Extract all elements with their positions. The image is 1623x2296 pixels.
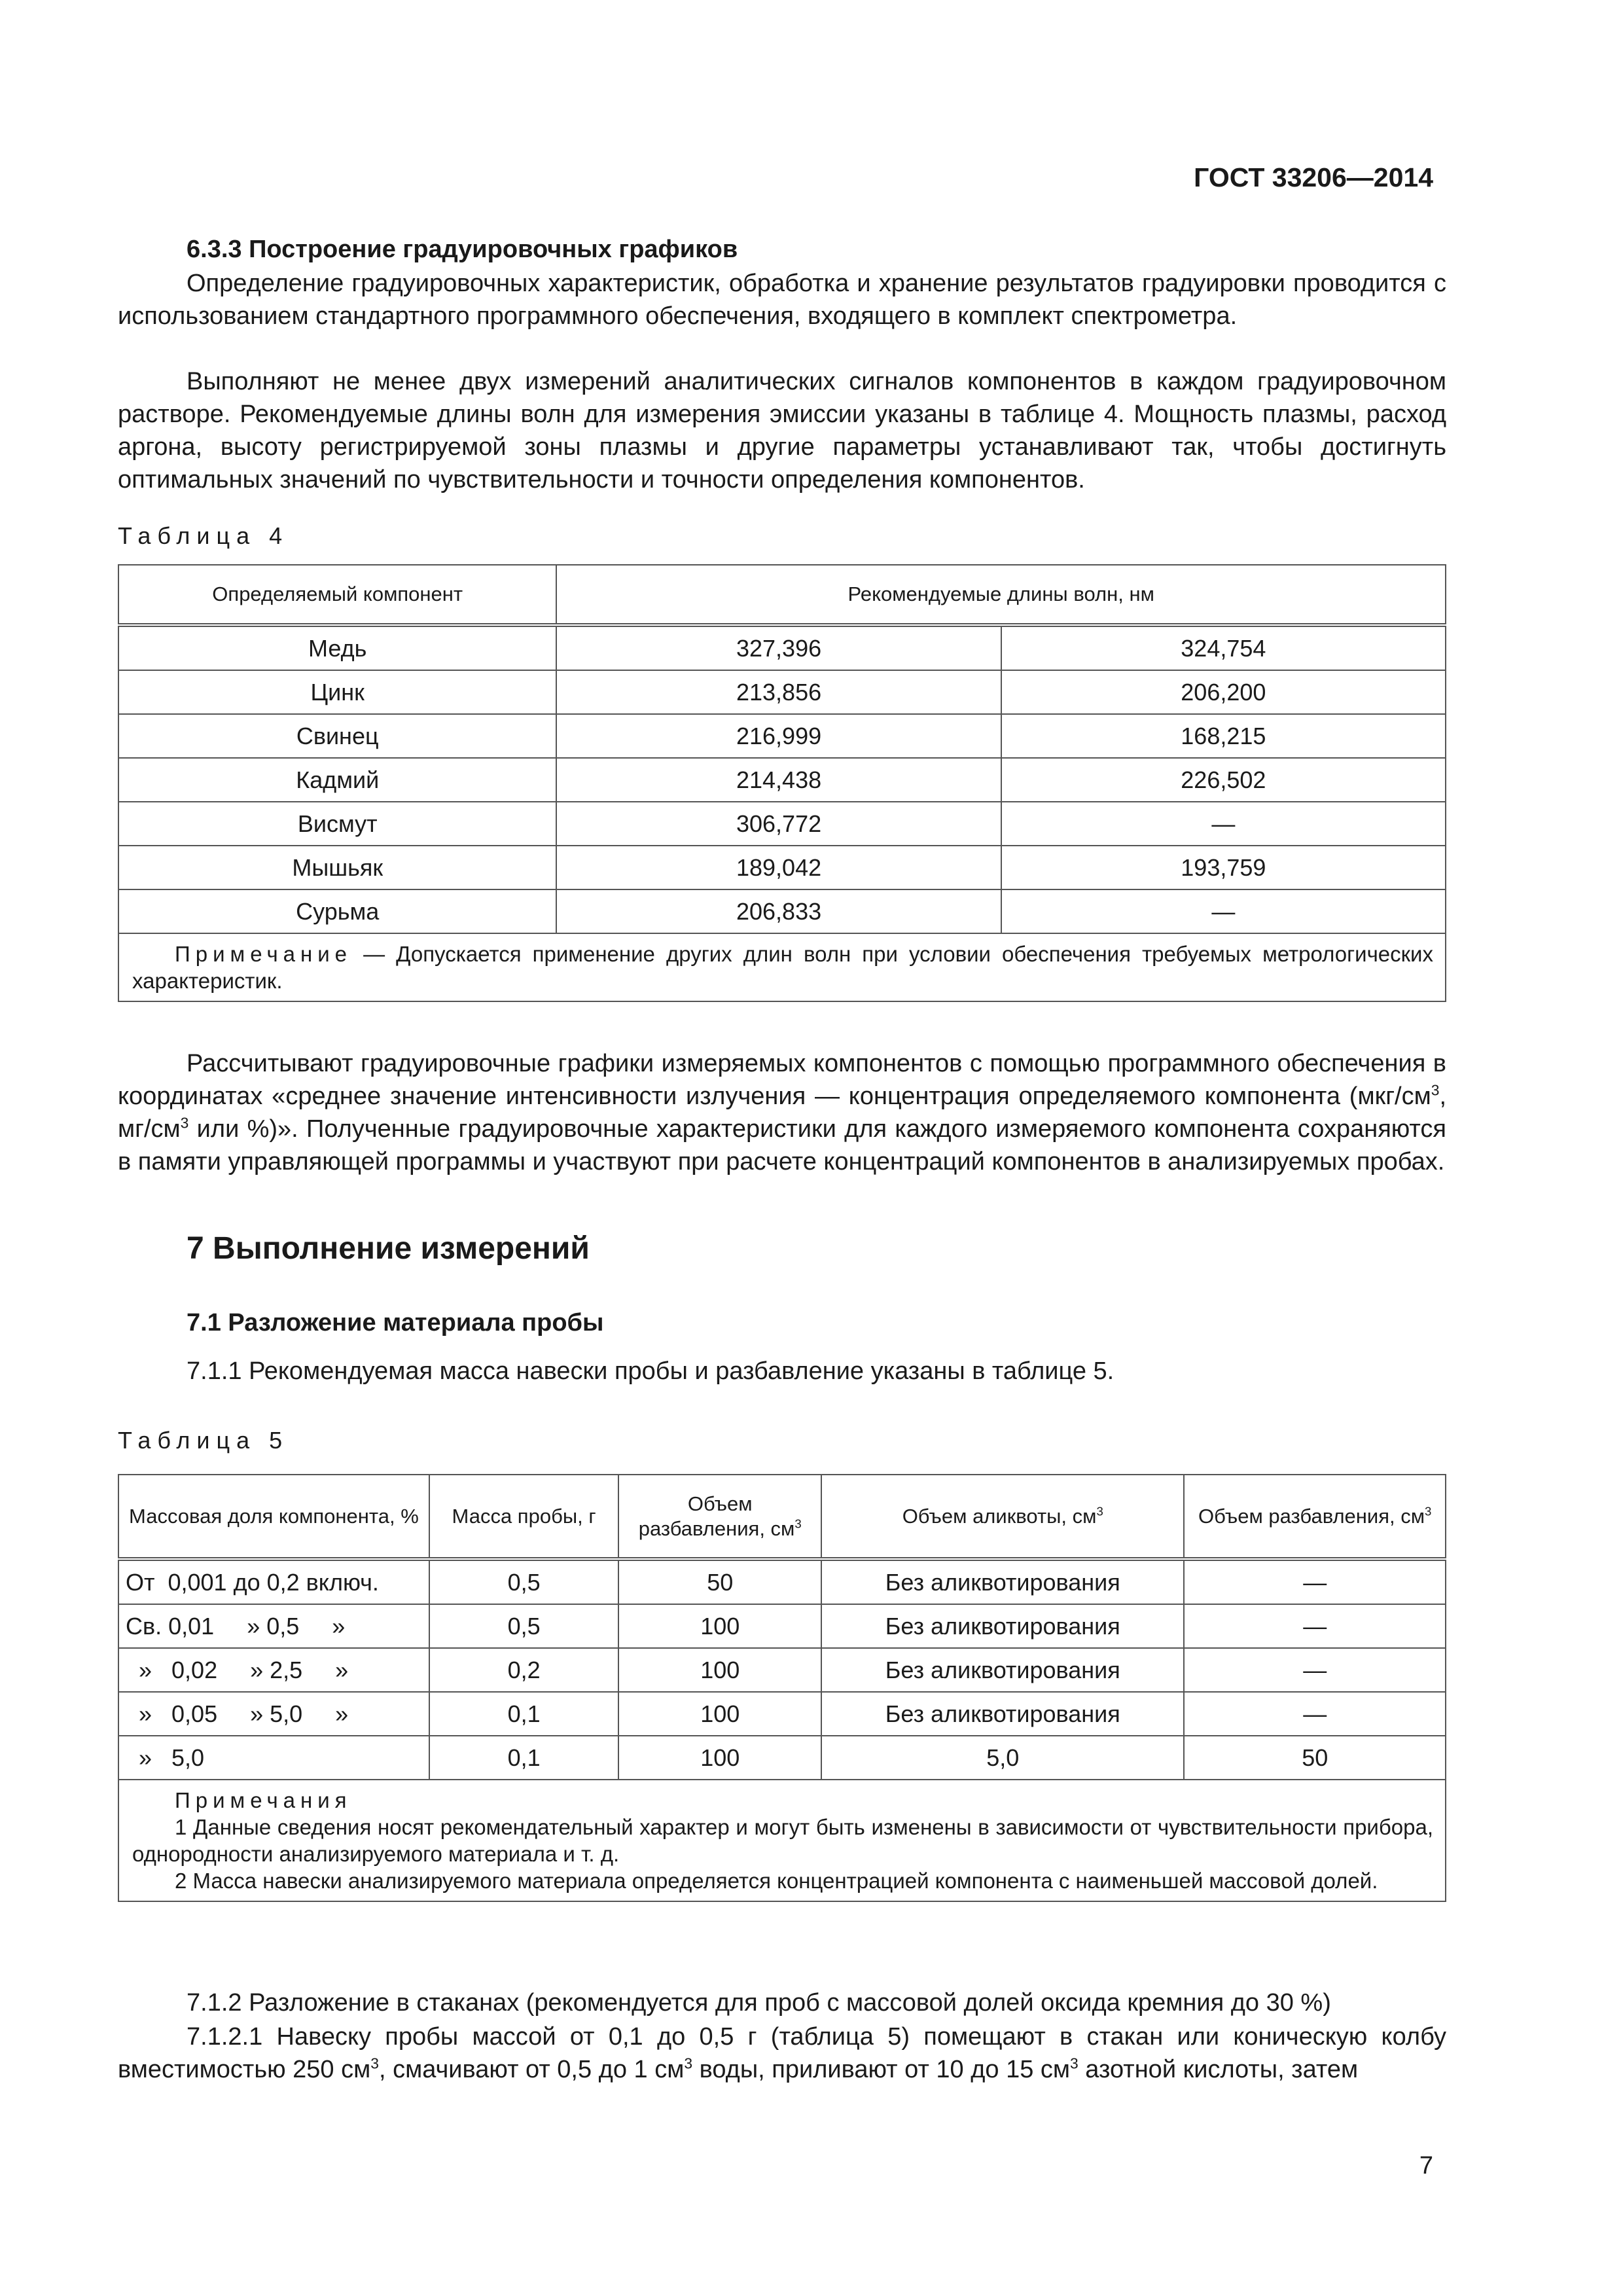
table-5-header-sample-mass: Масса пробы, г: [429, 1475, 619, 1559]
table-cell: 324,754: [1001, 625, 1446, 670]
table-cell: 193,759: [1001, 846, 1446, 889]
table-cell: —: [1184, 1604, 1446, 1648]
table-row: [118, 802, 1446, 846]
table-cell: —: [1001, 802, 1446, 846]
table-cell: Без аликвотирования: [821, 1692, 1184, 1736]
table-cell: Св. 0,01 » 0,5 »: [118, 1604, 429, 1648]
table-cell: Медь: [118, 625, 556, 670]
table-cell: 216,999: [556, 714, 1001, 758]
table-5-header-mass-fraction: Массовая доля компонента, %: [118, 1475, 429, 1559]
table-row: [118, 1692, 1446, 1736]
table-4-caption: Таблица 4: [118, 522, 289, 549]
table-4: [118, 564, 1446, 1002]
table-cell: От 0,001 до 0,2 включ.: [118, 1559, 429, 1604]
note-2: 2 Масса навески анализируемого материала определяется концентрацией компонента с наименьшей массовой долей.: [175, 1869, 1378, 1893]
table-row: [118, 1648, 1446, 1692]
table-cell: 100: [618, 1736, 821, 1780]
table-cell: 189,042: [556, 846, 1001, 889]
section-heading-7-1: 7.1 Разложение материала пробы: [187, 1309, 604, 1336]
table-cell: 206,200: [1001, 670, 1446, 714]
table-cell: » 5,0: [118, 1736, 429, 1780]
table-row: [118, 758, 1446, 802]
table-cell: Без аликвотирования: [821, 1559, 1184, 1604]
table-4-header-component: Определяемый компонент: [118, 565, 556, 625]
table-cell: 50: [618, 1559, 821, 1604]
notes-label: Примечания: [175, 1788, 352, 1812]
table-cell: 100: [618, 1604, 821, 1648]
table-row: [118, 670, 1446, 714]
table-cell: 0,5: [429, 1559, 619, 1604]
table-cell: 306,772: [556, 802, 1001, 846]
page-number: 7: [1419, 2152, 1433, 2179]
table-cell: 100: [618, 1648, 821, 1692]
table-cell: —: [1184, 1692, 1446, 1736]
table-row: [118, 1736, 1446, 1780]
table-cell: Свинец: [118, 714, 556, 758]
table-cell: 206,833: [556, 889, 1001, 933]
table-cell: Висмут: [118, 802, 556, 846]
table-row: [118, 889, 1446, 933]
table-cell: 5,0: [821, 1736, 1184, 1780]
table-cell: 100: [618, 1692, 821, 1736]
note-1: 1 Данные сведения носят рекомендательный характер и могут быть изменены в зависимости от чувствительности прибора, однородности анализируемого материала и т. д.: [132, 1815, 1433, 1866]
paragraph-calibration-graphs: Рассчитывают градуировочные графики измеряемых компонентов с помощью программного обеспечения в координатах «среднее значение интенсивности излучения — концентрация определяемого компонента ($мкг/см^3$, $мг/см^3$ или %)». Полученные градуировочные характеристики для каждого измеряемого компонента сохраняются в памяти управляющей программы и участвуют при расчете концентраций компонентов в анализируемых пробах.: [118, 1050, 1446, 1175]
table-cell: » 0,05 » 5,0 »: [118, 1692, 429, 1736]
table-4-note-row: [118, 933, 1446, 1001]
note-text: — Допускается применение других длин волн при условии обеспечения требуемых метрологических характеристик.: [132, 942, 1433, 993]
document-header: ГОСТ 33206—2014: [1194, 162, 1433, 192]
table-cell: Без аликвотирования: [821, 1648, 1184, 1692]
table-4-header-wavelengths: Рекомендуемые длины волн, нм: [556, 565, 1446, 625]
table-5-header-dilution-volume-2: Объем разбавления, $см^3$: [1184, 1475, 1446, 1559]
table-cell: Сурьма: [118, 889, 556, 933]
table-cell: 0,5: [429, 1604, 619, 1648]
table-cell: » 0,02 » 2,5 »: [118, 1648, 429, 1692]
section-heading-7: 7 Выполнение измерений: [187, 1231, 590, 1266]
table-cell: Без аликвотирования: [821, 1604, 1184, 1648]
paragraph-7-1-1: 7.1.1 Рекомендуемая масса навески пробы и разбавление указаны в таблице 5.: [187, 1357, 1115, 1385]
table-cell: 213,856: [556, 670, 1001, 714]
paragraph-7-1-2: 7.1.2 Разложение в стаканах (рекомендуется для проб с массовой долей оксида кремния до 30 %): [187, 1989, 1331, 2017]
table-cell: 226,502: [1001, 758, 1446, 802]
table-5-header-aliquot-volume: Объем аликвоты, $см^3$: [821, 1475, 1184, 1559]
table-row: [118, 846, 1446, 889]
table-cell: 214,438: [556, 758, 1001, 802]
table-cell: Мышьяк: [118, 846, 556, 889]
paragraph-measurement-parameters: Выполняют не менее двух измерений аналитических сигналов компонентов в каждом градуировочном растворе. Рекомендуемые длины волн для измерения эмиссии указаны в таблице 4. Мощность плазмы, расход аргона, высоту регистрируемой зоны плазмы и другие параметры устанавливают так, чтобы достигнуть оптимальных значений по чувствительности и точности определения компонентов.: [118, 368, 1446, 493]
table-cell: 50: [1184, 1736, 1446, 1780]
table-cell: 0,2: [429, 1648, 619, 1692]
table-cell: 327,396: [556, 625, 1001, 670]
table-row: [118, 714, 1446, 758]
table-4-note: [118, 933, 1446, 1001]
table-5-header-dilution-volume: Объем разбавления, $см^3$: [618, 1475, 821, 1559]
table-5-notes-row: [118, 1780, 1446, 1901]
paragraph-7-1-2-1: 7.1.2.1 Навеску пробы массой от 0,1 до 0,5 г (таблица 5) помещают в стакан или коническую колбу вместимостью 250 $см^3$, смачивают от 0,5 до 1 $см^3$ воды, приливают от 10 до 15 $см^3$ азотной кислоты, затем: [118, 2023, 1446, 2083]
table-cell: 0,1: [429, 1692, 619, 1736]
paragraph-calibration-software: Определение градуировочных характеристик, обработка и хранение результатов градуировки проводится с использованием стандартного программного обеспечения, входящего в комплект спектрометра.: [118, 270, 1446, 330]
section-heading-6-3-3: 6.3.3 Построение градуировочных графиков: [187, 236, 738, 263]
table-row: [118, 1559, 1446, 1604]
table-cell: 168,215: [1001, 714, 1446, 758]
table-5-notes: [118, 1780, 1446, 1901]
table-row: [118, 625, 1446, 670]
table-5-caption: Таблица 5: [118, 1427, 289, 1454]
table-cell: —: [1184, 1559, 1446, 1604]
table-cell: 0,1: [429, 1736, 619, 1780]
table-cell: —: [1001, 889, 1446, 933]
table-cell: —: [1184, 1648, 1446, 1692]
table-row: [118, 1604, 1446, 1648]
table-cell: Цинк: [118, 670, 556, 714]
table-cell: Кадмий: [118, 758, 556, 802]
table-5: [118, 1474, 1446, 1902]
note-label: Примечание: [175, 942, 353, 966]
